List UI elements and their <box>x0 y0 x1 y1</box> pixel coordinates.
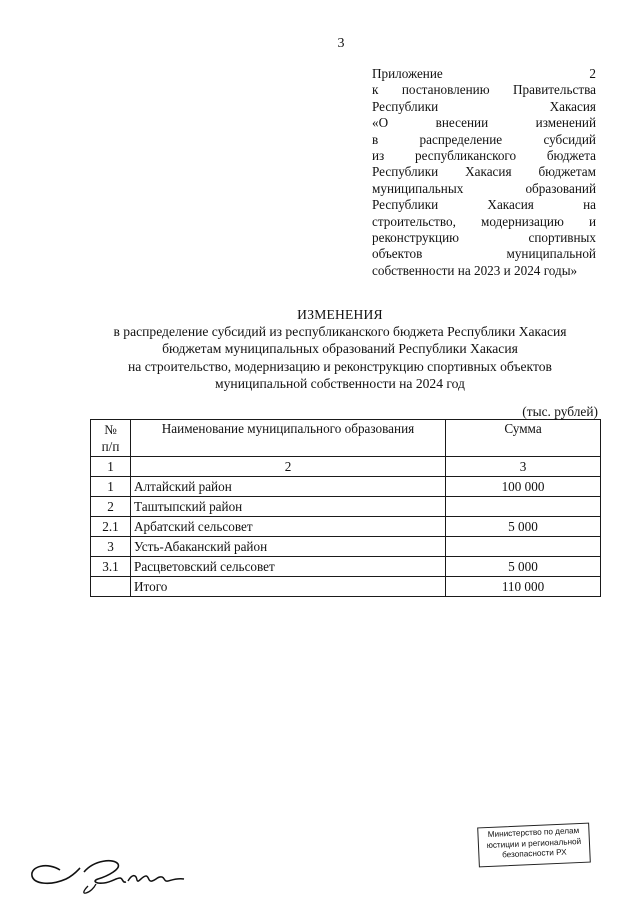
title-line: бюджетам муниципальных образований Республики Хакасия <box>162 341 518 357</box>
table-row <box>91 557 601 577</box>
column-index-row <box>91 457 601 477</box>
title-heading: ИЗМЕНЕНИЯ <box>297 307 383 322</box>
table-header-row <box>91 420 601 457</box>
appendix-line: Республики Хакасия на <box>372 197 596 213</box>
appendix-line: объектов муниципальной <box>372 246 596 262</box>
appendix-line: муниципальных образований <box>372 180 596 196</box>
column-index: 3 <box>446 457 601 477</box>
header-number <box>91 420 131 457</box>
appendix-line: реконструкцию спортивных <box>372 230 596 246</box>
stamp-line: юстиции и региональной <box>486 836 582 850</box>
header-number-line1: № <box>104 422 117 437</box>
row-name: Расцветовский сельсовет <box>131 557 446 577</box>
ministry-stamp <box>477 823 591 868</box>
total-row <box>91 577 601 597</box>
table-row <box>91 537 601 557</box>
header-sum: Сумма <box>446 420 601 457</box>
page-number: 3 <box>337 36 345 51</box>
appendix-line: в распределение субсидий <box>372 131 596 147</box>
row-name: Арбатский сельсовет <box>131 517 446 537</box>
header-name: Наименование муниципального образования <box>131 420 446 457</box>
row-number: 3.1 <box>91 557 131 577</box>
units-label: (тыс. рублей) <box>522 404 598 419</box>
title-line: муниципальной собственности на 2024 год <box>215 375 465 391</box>
table-row <box>91 517 601 537</box>
row-sum: 5 000 <box>446 517 601 537</box>
row-number: 1 <box>91 477 131 497</box>
header-number-line2: п/п <box>101 439 120 454</box>
subsidy-table <box>90 419 601 597</box>
title-line: на строительство, модернизацию и реконструкцию спортивных объектов <box>128 358 552 374</box>
total-number-cell <box>91 577 131 597</box>
row-number: 2 <box>91 497 131 517</box>
appendix-line: строительство, модернизацию и <box>372 213 596 229</box>
column-index: 2 <box>131 457 446 477</box>
appendix-header <box>372 66 596 279</box>
row-name: Алтайский район <box>131 477 446 497</box>
total-sum: 110 000 <box>446 577 601 597</box>
appendix-line: Республики Хакасия <box>372 98 596 114</box>
row-sum: 5 000 <box>446 557 601 577</box>
table-row <box>91 497 601 517</box>
appendix-line: собственности на 2023 и 2024 годы» <box>372 262 578 278</box>
row-name: Таштыпский район <box>131 497 446 517</box>
row-sum <box>446 537 601 557</box>
appendix-line: к постановлению Правительства <box>372 82 596 98</box>
appendix-line: Республики Хакасия бюджетам <box>372 164 596 180</box>
handwritten-signature <box>22 848 192 898</box>
appendix-line: «О внесении изменений <box>372 115 596 131</box>
appendix-line: из республиканского бюджета <box>372 148 596 164</box>
table-row <box>91 477 601 497</box>
appendix-line: Приложение 2 <box>372 66 596 81</box>
row-number: 3 <box>91 537 131 557</box>
row-sum: 100 000 <box>446 477 601 497</box>
row-name: Усть-Абаканский район <box>131 537 446 557</box>
row-number: 2.1 <box>91 517 131 537</box>
stamp-line: безопасности РХ <box>501 847 567 860</box>
title-line: в распределение субсидий из республиканского бюджета Республики Хакасия <box>113 324 567 340</box>
document-title <box>80 306 600 392</box>
column-index: 1 <box>91 457 131 477</box>
row-sum <box>446 497 601 517</box>
stamp-line: Министерство по делам <box>487 826 580 840</box>
total-label: Итого <box>131 577 446 597</box>
